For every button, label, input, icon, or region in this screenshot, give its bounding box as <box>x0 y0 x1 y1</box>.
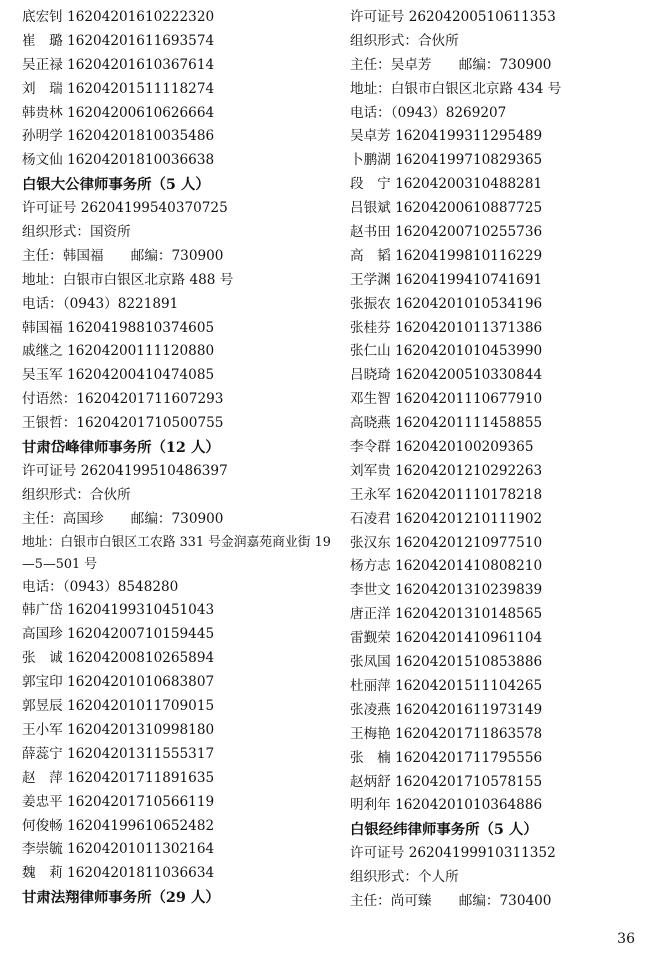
text-line: 薛蕊宁 16204201311555317 <box>22 745 215 762</box>
text-line: 孙明学 16204201810035486 <box>22 128 215 145</box>
text-line: 电话：（0943）8548280 <box>22 578 179 595</box>
text-line: 张 诚 16204200810265894 <box>22 650 215 667</box>
firm-heading: 甘肃法翔律师事务所（29 人） <box>22 889 220 907</box>
text-line: 王银哲：16204201710500755 <box>22 415 224 432</box>
text-line: 组织形式：合伙所 <box>350 32 459 49</box>
text-line: 地址：白银市白银区工农路 331 号金润嘉苑商业街 19—5—501 号 <box>22 534 331 572</box>
text-line: 韩国福 16204198810374605 <box>22 319 215 336</box>
text-line: 高国珍 16204200710159445 <box>22 626 215 643</box>
text-line: 组织形式：国资所 <box>22 224 131 241</box>
text-line: 许可证号 26204199510486397 <box>22 462 228 479</box>
text-line: 李世文 16204201310239839 <box>350 582 543 599</box>
page-number: 36 <box>617 931 635 947</box>
text-line: 吴玉军 16204200410474085 <box>22 367 215 384</box>
text-line: 石凌君 16204201210111902 <box>350 510 543 527</box>
text-line: 许可证号 26204200510611353 <box>350 9 556 25</box>
firm-heading: 白银经纬律师事务所（5 人） <box>350 821 538 839</box>
text-line: 许可证号 26204199540370725 <box>22 200 228 217</box>
text-line: 雷觐荣 16204201410961104 <box>350 630 543 647</box>
text-line: 郭昱辰 16204201011709015 <box>22 698 215 715</box>
text-line: 杜丽萍 16204201511104265 <box>350 677 543 694</box>
text-line: 王梅艳 16204201711863578 <box>350 725 543 742</box>
text-line: 主任：尚可臻 邮编：730400 <box>350 892 552 909</box>
left-column <box>22 6 340 910</box>
text-line: 韩贵林 16204200610626664 <box>22 104 215 121</box>
text-line: 电话：（0943）8269207 <box>350 104 507 121</box>
text-line: 张汉东 16204201210977510 <box>350 534 543 551</box>
text-line: 张 楠 16204201711795556 <box>350 749 543 766</box>
text-line: 刘 瑞 16204201511118274 <box>22 80 215 97</box>
text-line: 韩广岱 16204199310451043 <box>22 602 215 619</box>
text-line: 高 韬 16204199810116229 <box>350 247 543 264</box>
text-line: 电话：（0943）8221891 <box>22 295 179 312</box>
text-line: 许可证号 26204199910311352 <box>350 845 556 862</box>
text-line: 赵 萍 16204201711891635 <box>22 769 215 786</box>
text-line: 刘军贵 16204201210292263 <box>350 462 543 479</box>
firm-heading: 白银大公律师事务所（5 人） <box>22 176 210 194</box>
text-line: 张凌燕 16204201611973149 <box>350 701 543 718</box>
text-line: 姜忠平 16204201710566119 <box>22 793 215 810</box>
text-line: 主任：韩国福 邮编：730900 <box>22 247 224 264</box>
text-line: 何俊畅 16204199610652482 <box>22 817 215 834</box>
text-line: 主任：高国珍 邮编：730900 <box>22 510 224 527</box>
text-line: 杨文仙 16204201810036638 <box>22 152 215 169</box>
text-line: 主任：吴卓芳 邮编：730900 <box>350 56 552 73</box>
text-line: 卜鹏湖 16204199710829365 <box>350 152 543 169</box>
text-line: 地址：白银市白银区北京路 488 号 <box>22 271 234 288</box>
text-line: 王小军 16204201310998180 <box>22 721 215 738</box>
text-line: 崔 璐 16204201611693574 <box>22 32 215 49</box>
text-line: 吕银斌 16204200610887725 <box>350 200 543 217</box>
text-line: 李令群 16204201002093​65 <box>350 439 534 456</box>
text-line: 地址：白银市白银区北京路 434 号 <box>350 80 562 97</box>
text-line: 张桂芬 16204201011371386 <box>350 319 543 336</box>
text-line: 明利年 16204201010364886 <box>350 797 543 814</box>
text-line: 李崇毓 16204201011302164 <box>22 841 215 858</box>
right-column <box>350 6 650 914</box>
text-line: 组织形式：合伙所 <box>22 486 131 503</box>
text-line: 吕晓琦 16204200510330844 <box>350 367 543 384</box>
text-line: 王学渊 16204199410741691 <box>350 271 543 288</box>
text-line: 张振农 16204201010534196 <box>350 295 543 312</box>
text-line: 戚继之 16204200111120880 <box>22 343 215 360</box>
text-line: 杨方志 16204201410808210 <box>350 558 543 575</box>
text-line: 组织形式：个人所 <box>350 869 459 886</box>
text-line: 邓生智 16204201110677910 <box>350 391 543 408</box>
text-line: 郭宝印 16204201010683807 <box>22 674 215 691</box>
text-line: 付语然：16204201711607293 <box>22 391 224 408</box>
text-line: 段 宁 16204200310488281 <box>350 176 543 193</box>
text-line: 吴正禄 16204201610367614 <box>22 56 215 73</box>
text-line: 魏 莉 16204201811036634 <box>22 865 215 882</box>
text-line: 王永军 16204201110178218 <box>350 486 543 503</box>
text-line: 高晓燕 16204201111458855 <box>350 415 543 432</box>
text-line: 张仁山 16204201010453990 <box>350 343 543 360</box>
text-line: 吴卓芳 16204199311295489 <box>350 128 543 145</box>
text-line: 张凤国 16204201510853886 <box>350 654 543 671</box>
text-line: 赵书田 16204200710255736 <box>350 224 543 241</box>
text-line: 唐正洋 16204201310148565 <box>350 606 543 623</box>
text-line: 赵炳舒 16204201710578155 <box>350 773 543 790</box>
text-line: 底宏钊 16204201610222320 <box>22 9 215 25</box>
firm-heading: 甘肃岱峰律师事务所（12 人） <box>22 439 220 457</box>
